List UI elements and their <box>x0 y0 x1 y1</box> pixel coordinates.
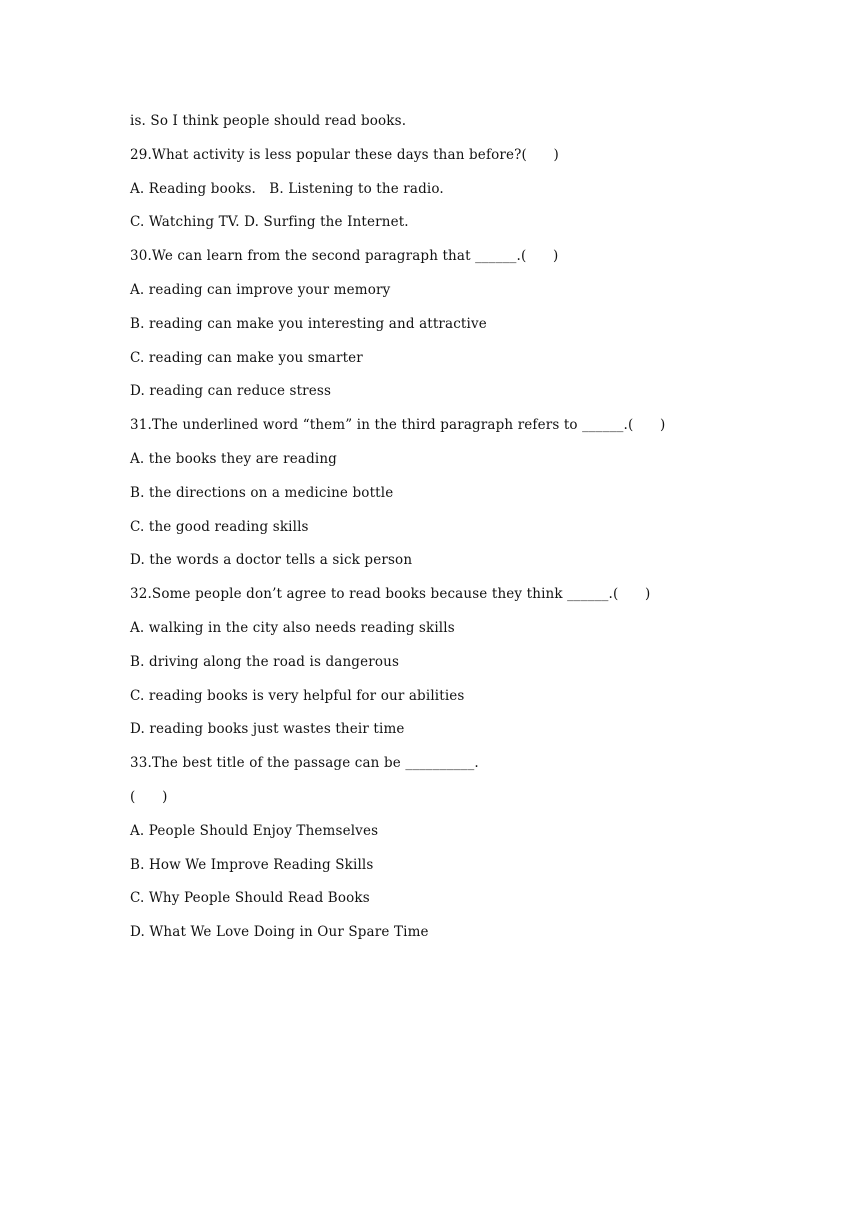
question-32-stem: 32.Some people don’t agree to read books because they think ______.( ) <box>130 586 651 603</box>
question-33-option-a: A. People Should Enjoy Themselves <box>130 822 379 839</box>
question-33-answer-bracket: ( ) <box>130 788 168 805</box>
question-30-option-d: D. reading can reduce stress <box>130 383 332 400</box>
question-32-option-d: D. reading books just wastes their time <box>130 721 405 738</box>
question-32-option-b: B. driving along the road is dangerous <box>130 653 400 670</box>
question-31-option-c: C. the good reading skills <box>130 518 309 535</box>
question-29-options-cd: C. Watching TV. D. Surfing the Internet. <box>130 214 409 231</box>
question-31-option-b: B. the directions on a medicine bottle <box>130 484 394 501</box>
question-33-option-d: D. What We Love Doing in Our Spare Time <box>130 924 429 941</box>
passage-ending-line: is. So I think people should read books. <box>130 113 407 129</box>
question-30-option-c: C. reading can make you smarter <box>130 349 363 366</box>
question-30-stem: 30.We can learn from the second paragraph that ______.( ) <box>130 248 559 265</box>
question-33-option-b: B. How We Improve Reading Skills <box>130 856 374 873</box>
question-text-block <box>130 111 780 956</box>
question-32-option-c: C. reading books is very helpful for our abilities <box>130 687 465 704</box>
question-31-stem: 31.The underlined word “them” in the third paragraph refers to ______.( ) <box>130 417 666 434</box>
question-31-option-a: A. the books they are reading <box>130 450 337 467</box>
question-29-options-ab: A. Reading books. B. Listening to the radio. <box>130 180 444 197</box>
question-29-stem: 29.What activity is less popular these days than before?( ) <box>130 146 559 163</box>
question-33-option-c: C. Why People Should Read Books <box>130 890 370 907</box>
question-30-option-b: B. reading can make you interesting and attractive <box>130 315 487 332</box>
question-31-option-d: D. the words a doctor tells a sick person <box>130 552 413 569</box>
question-32-option-a: A. walking in the city also needs reading skills <box>130 619 455 636</box>
question-30-option-a: A. reading can improve your memory <box>130 281 391 298</box>
question-33-stem: 33.The best title of the passage can be __________. <box>130 755 479 772</box>
